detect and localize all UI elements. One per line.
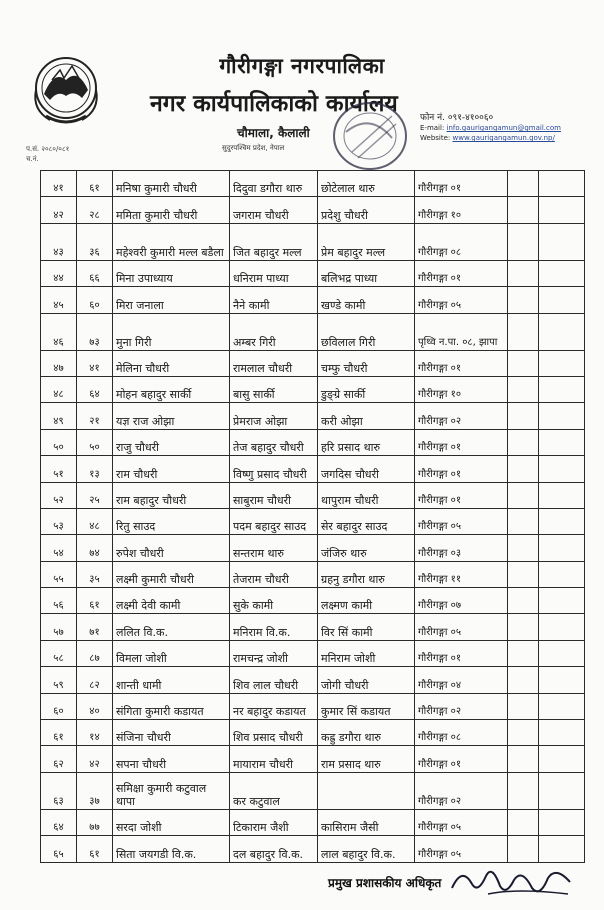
empty-cell xyxy=(508,746,539,772)
reference-number: प.सं. २०८०/०८१ xyxy=(26,145,70,153)
father-name-cell: मनिराम वि.क. xyxy=(230,614,318,640)
address-cell: गौरीगङ्गा ०२ xyxy=(415,403,508,429)
empty-cell xyxy=(539,720,585,746)
candidate-name-cell: सरदा जोशी xyxy=(113,809,230,835)
address-cell: गौरीगङ्गा ११ xyxy=(415,561,508,587)
empty-cell xyxy=(508,561,539,587)
serial-number-cell: ५९ xyxy=(41,667,77,693)
serial-number-cell: ६३ xyxy=(41,772,77,809)
empty-cell xyxy=(539,561,585,587)
empty-cell xyxy=(508,614,539,640)
table-row xyxy=(41,456,585,482)
roll-number-cell: ४१ xyxy=(77,350,113,376)
address-cell: गौरीगङ्गा ०५ xyxy=(415,508,508,534)
father-name-cell: तेजराम चौधरी xyxy=(230,561,318,587)
table-row xyxy=(41,535,585,561)
signatory-title: प्रमुख प्रशासकीय अधिकृत xyxy=(328,876,442,890)
roll-number-cell: २१ xyxy=(77,403,113,429)
roll-number-cell: १३ xyxy=(77,456,113,482)
grandfather-name-cell: प्रेम बहादुर मल्ल xyxy=(318,223,415,260)
address-cell: गौरीगङ्गा ०५ xyxy=(415,809,508,835)
empty-cell xyxy=(508,482,539,508)
handwritten-signature xyxy=(448,858,578,902)
address-cell: गौरीगङ्गा ०१ xyxy=(415,456,508,482)
office-seal-stamp xyxy=(322,92,418,182)
grandfather-name-cell: विर सिं कामी xyxy=(318,614,415,640)
empty-cell xyxy=(539,287,585,313)
table-row xyxy=(41,809,585,835)
roll-number-cell: ६६ xyxy=(77,260,113,286)
candidate-name-cell: रुपेश चौधरी xyxy=(113,535,230,561)
email-label: E-mail xyxy=(420,124,442,132)
empty-cell xyxy=(539,456,585,482)
empty-cell xyxy=(508,429,539,455)
grandfather-name-cell: डुङ्ग्रे सार्की xyxy=(318,376,415,402)
address-cell: गौरीगङ्गा ०५ xyxy=(415,287,508,313)
empty-cell xyxy=(539,260,585,286)
table-row xyxy=(41,429,585,455)
roll-number-cell: ३५ xyxy=(77,561,113,587)
candidate-name-cell: मनिषा कुमारी चौधरी xyxy=(113,171,230,197)
father-name-cell: अम्बर गिरी xyxy=(230,313,318,350)
grandfather-name-cell xyxy=(318,772,415,809)
office-place: चौमाला, कैलाली xyxy=(237,126,310,140)
table-row xyxy=(41,561,585,587)
serial-number-cell: ४२ xyxy=(41,197,77,223)
serial-number-cell: ४७ xyxy=(41,350,77,376)
email-link[interactable]: info.gaurigangamun@gmail.com xyxy=(446,124,561,132)
candidate-table xyxy=(40,170,585,863)
empty-cell xyxy=(508,456,539,482)
candidate-name-cell: ममिता कुमारी चौधरी xyxy=(113,197,230,223)
grandfather-name-cell: लक्ष्मण कामी xyxy=(318,588,415,614)
website-label: Website xyxy=(420,134,448,142)
address-cell: गौरीगङ्गा ०१ xyxy=(415,350,508,376)
serial-number-cell: ५६ xyxy=(41,588,77,614)
table-row xyxy=(41,403,585,429)
serial-number-cell: ४४ xyxy=(41,260,77,286)
roll-number-cell: ६१ xyxy=(77,836,113,862)
candidate-name-cell: मोहन बहादुर सार्की xyxy=(113,376,230,402)
empty-cell xyxy=(539,171,585,197)
serial-number-cell: ५३ xyxy=(41,508,77,534)
serial-number-cell: ५५ xyxy=(41,561,77,587)
grandfather-name-cell: खण्डे कामी xyxy=(318,287,415,313)
candidate-name-cell: यज्ञ राज ओझा xyxy=(113,403,230,429)
address-cell: गौरीगङ्गा ०८ xyxy=(415,223,508,260)
address-cell: गौरीगङ्गा ०१ xyxy=(415,171,508,197)
father-name-cell: शिव लाल चौधरी xyxy=(230,667,318,693)
candidate-name-cell: मिरा जनाला xyxy=(113,287,230,313)
address-cell: गौरीगङ्गा ०१ xyxy=(415,260,508,286)
address-cell: गौरीगङ्गा १० xyxy=(415,197,508,223)
empty-cell xyxy=(539,223,585,260)
serial-number-cell: ४६ xyxy=(41,313,77,350)
website-link[interactable]: www.gaurigangamun.gov.np/ xyxy=(452,134,555,142)
table-row xyxy=(41,772,585,809)
father-name-cell: कर कटुवाल xyxy=(230,772,318,809)
grandfather-name-cell: मनिराम जोशी xyxy=(318,640,415,666)
table-row xyxy=(41,508,585,534)
empty-cell xyxy=(508,693,539,719)
phone-number: ०९१-४१००६० xyxy=(447,113,494,123)
empty-cell xyxy=(539,693,585,719)
address-cell: गौरीगङ्गा ०१ xyxy=(415,429,508,455)
address-cell: गौरीगङ्गा ०५ xyxy=(415,836,508,862)
empty-cell xyxy=(539,197,585,223)
roll-number-cell: ७१ xyxy=(77,614,113,640)
candidate-name-cell: लक्ष्मी कुमारी चौधरी xyxy=(113,561,230,587)
father-name-cell: रामचन्द्र जोशी xyxy=(230,640,318,666)
serial-number-cell: ५१ xyxy=(41,456,77,482)
grandfather-name-cell: ग्रहनु डगौरा थारु xyxy=(318,561,415,587)
empty-cell xyxy=(508,376,539,402)
serial-number-cell: ६१ xyxy=(41,720,77,746)
roll-number-cell: ४० xyxy=(77,693,113,719)
table-row xyxy=(41,614,585,640)
grandfather-name-cell: जोगी चौधरी xyxy=(318,667,415,693)
address-cell: गौरीगङ्गा ०८ xyxy=(415,720,508,746)
address-cell: गौरीगङ्गा ०७ xyxy=(415,588,508,614)
serial-number-cell: ६० xyxy=(41,693,77,719)
empty-cell xyxy=(539,588,585,614)
address-cell: गौरीगङ्गा ०३ xyxy=(415,535,508,561)
empty-cell xyxy=(508,287,539,313)
roll-number-cell: ५० xyxy=(77,429,113,455)
father-name-cell: दिदुवा डगौरा थारु xyxy=(230,171,318,197)
father-name-cell: जगराम चौधरी xyxy=(230,197,318,223)
table-row xyxy=(41,640,585,666)
father-name-cell: रामलाल चौधरी xyxy=(230,350,318,376)
address-cell: गौरीगङ्गा ०२ xyxy=(415,772,508,809)
grandfather-name-cell: करी ओझा xyxy=(318,403,415,429)
candidate-name-cell: सपना चौधरी xyxy=(113,746,230,772)
grandfather-name-cell: थापुराम चौधरी xyxy=(318,482,415,508)
grandfather-name-cell: राम प्रसाद थारु xyxy=(318,746,415,772)
grandfather-name-cell: छविलाल गिरी xyxy=(318,313,415,350)
father-name-cell: पदम बहादुर साउद xyxy=(230,508,318,534)
candidate-name-cell: विमला जोशी xyxy=(113,640,230,666)
empty-cell xyxy=(508,171,539,197)
table-row xyxy=(41,197,585,223)
roll-number-cell: ३६ xyxy=(77,223,113,260)
serial-number-cell: ६२ xyxy=(41,746,77,772)
roll-number-cell: ६१ xyxy=(77,171,113,197)
table-row xyxy=(41,376,585,402)
table-row xyxy=(41,746,585,772)
empty-cell xyxy=(508,223,539,260)
father-name-cell: टिकाराम जैशी xyxy=(230,809,318,835)
table-row xyxy=(41,693,585,719)
grandfather-name-cell: प्रदेशु चौधरी xyxy=(318,197,415,223)
empty-cell xyxy=(508,508,539,534)
empty-cell xyxy=(539,482,585,508)
address-cell: गौरीगङ्गा ०१ xyxy=(415,746,508,772)
candidate-name-cell: लक्ष्मी देवी कामी xyxy=(113,588,230,614)
father-name-cell: नर बहादुर कडायत xyxy=(230,693,318,719)
father-name-cell: जित बहादुर मल्ल xyxy=(230,223,318,260)
grandfather-name-cell: हरि प्रसाद थारु xyxy=(318,429,415,455)
roll-number-cell: ६० xyxy=(77,287,113,313)
father-name-cell: धनिराम पाध्या xyxy=(230,260,318,286)
table-row xyxy=(41,171,585,197)
candidate-name-cell: महेश्वरी कुमारी मल्ल बडैला xyxy=(113,223,230,260)
empty-cell xyxy=(508,640,539,666)
empty-cell xyxy=(508,313,539,350)
serial-number-cell: ४१ xyxy=(41,171,77,197)
roll-number-cell: २८ xyxy=(77,197,113,223)
father-name-cell: प्रेमराज ओझा xyxy=(230,403,318,429)
empty-cell xyxy=(508,260,539,286)
empty-cell xyxy=(539,614,585,640)
serial-number-cell: ५८ xyxy=(41,640,77,666)
table-row xyxy=(41,350,585,376)
roll-number-cell: २५ xyxy=(77,482,113,508)
roll-number-cell: ७४ xyxy=(77,535,113,561)
serial-number-cell: ४३ xyxy=(41,223,77,260)
empty-cell xyxy=(508,809,539,835)
father-name-cell: बासु सार्की xyxy=(230,376,318,402)
father-name-cell: विष्णु प्रसाद चौधरी xyxy=(230,456,318,482)
table-row xyxy=(41,720,585,746)
candidate-name-cell: राजु चौधरी xyxy=(113,429,230,455)
candidate-name-cell: समिक्षा कुमारी कटुवाल थापा xyxy=(113,772,230,809)
grandfather-name-cell: कह्रु डगौरा थारु xyxy=(318,720,415,746)
roll-number-cell: ७३ xyxy=(77,313,113,350)
candidate-name-cell: शान्ती धामी xyxy=(113,667,230,693)
serial-number-cell: ४८ xyxy=(41,376,77,402)
roll-number-cell: ४२ xyxy=(77,746,113,772)
candidate-name-cell: संजिना चौधरी xyxy=(113,720,230,746)
empty-cell xyxy=(508,588,539,614)
father-name-cell: मायाराम चौधरी xyxy=(230,746,318,772)
grandfather-name-cell: चम्फु चौधरी xyxy=(318,350,415,376)
grandfather-name-cell: जगदिस चौधरी xyxy=(318,456,415,482)
empty-cell xyxy=(508,772,539,809)
address-cell: गौरीगङ्गा ०१ xyxy=(415,482,508,508)
candidate-name-cell: मेलिना चौधरी xyxy=(113,350,230,376)
roll-number-cell: ६१ xyxy=(77,588,113,614)
grandfather-name-cell: जंजिरु थारु xyxy=(318,535,415,561)
empty-cell xyxy=(508,720,539,746)
phone-label: फोन नं. xyxy=(420,113,445,123)
candidate-name-cell: सिता जयगडी वि.क. xyxy=(113,836,230,862)
father-name-cell: नैने कामी xyxy=(230,287,318,313)
empty-cell xyxy=(539,640,585,666)
address-cell: गौरीगङ्गा १० xyxy=(415,376,508,402)
grandfather-name-cell: सेर बहादुर साउद xyxy=(318,508,415,534)
roll-number-cell: ७७ xyxy=(77,809,113,835)
address-cell: पृथ्वि न.पा. ०८, झापा xyxy=(415,313,508,350)
candidate-name-cell: राम बहादुर चौधरी xyxy=(113,482,230,508)
father-name-cell: दल बहादुर वि.क. xyxy=(230,836,318,862)
empty-cell xyxy=(539,535,585,561)
candidate-name-cell: मिना उपाध्याय xyxy=(113,260,230,286)
empty-cell xyxy=(508,350,539,376)
table-row xyxy=(41,482,585,508)
father-name-cell: सुके कामी xyxy=(230,588,318,614)
candidate-name-cell: रितु साउद xyxy=(113,508,230,534)
serial-number-cell: ५४ xyxy=(41,535,77,561)
serial-number-cell: ४९ xyxy=(41,403,77,429)
contact-block: फोन नं. ०९१-४१००६० E-mail: info.gaurigangamun@gmail.com Website: www.gaurigangamun.gov.np/ xyxy=(420,113,561,142)
father-name-cell: तेज बहादुर चौधरी xyxy=(230,429,318,455)
roll-number-cell: ३७ xyxy=(77,772,113,809)
father-name-cell: शिव प्रसाद चौधरी xyxy=(230,720,318,746)
father-name-cell: सन्तराम थारु xyxy=(230,535,318,561)
candidate-name-cell: ललित वि.क. xyxy=(113,614,230,640)
municipality-title: गौरीगङ्गा नगरपालिका xyxy=(219,53,385,78)
table-row xyxy=(41,667,585,693)
grandfather-name-cell: छोटेलाल थारु xyxy=(318,171,415,197)
dispatch-number: च.नं. xyxy=(26,155,39,163)
empty-cell xyxy=(539,667,585,693)
address-cell: गौरीगङ्गा ०५ xyxy=(415,614,508,640)
grandfather-name-cell: कुमार सिं कडायत xyxy=(318,693,415,719)
empty-cell xyxy=(508,535,539,561)
table-row xyxy=(41,287,585,313)
grandfather-name-cell: बलिभद्र पाध्या xyxy=(318,260,415,286)
grandfather-name-cell: कासिराम जैसी xyxy=(318,809,415,835)
roll-number-cell: १४ xyxy=(77,720,113,746)
table-row xyxy=(41,588,585,614)
table-row xyxy=(41,313,585,350)
serial-number-cell: ६४ xyxy=(41,809,77,835)
roll-number-cell: ६४ xyxy=(77,376,113,402)
candidate-name-cell: मुना गिरी xyxy=(113,313,230,350)
grandfather-name-cell: लाल बहादुर वि.क. xyxy=(318,836,415,862)
empty-cell xyxy=(539,403,585,429)
empty-cell xyxy=(539,809,585,835)
empty-cell xyxy=(508,403,539,429)
candidate-name-cell: राम चौधरी xyxy=(113,456,230,482)
empty-cell xyxy=(539,313,585,350)
father-name-cell: साबुराम चौधरी xyxy=(230,482,318,508)
serial-number-cell: ४५ xyxy=(41,287,77,313)
serial-number-cell: ५० xyxy=(41,429,77,455)
serial-number-cell: ५७ xyxy=(41,614,77,640)
empty-cell xyxy=(539,429,585,455)
empty-cell xyxy=(539,376,585,402)
empty-cell xyxy=(539,350,585,376)
empty-cell xyxy=(508,197,539,223)
address-cell: गौरीगङ्गा ०१ xyxy=(415,640,508,666)
serial-number-cell: ६५ xyxy=(41,836,77,862)
reference-block xyxy=(26,144,69,164)
roll-number-cell: ८२ xyxy=(77,667,113,693)
empty-cell xyxy=(539,772,585,809)
empty-cell xyxy=(539,746,585,772)
address-cell: गौरीगङ्गा ०४ xyxy=(415,667,508,693)
table-row xyxy=(41,260,585,286)
province-line: सुदुरपश्चिम प्रदेश, नेपाल xyxy=(222,144,285,152)
empty-cell xyxy=(539,508,585,534)
serial-number-cell: ५२ xyxy=(41,482,77,508)
roll-number-cell: ८७ xyxy=(77,640,113,666)
roll-number-cell: ४८ xyxy=(77,508,113,534)
table-row xyxy=(41,223,585,260)
empty-cell xyxy=(508,667,539,693)
office-title: नगर कार्यपालिकाको कार्यालय xyxy=(150,90,398,117)
candidate-name-cell: संगिता कुमारी कडायत xyxy=(113,693,230,719)
address-cell: गौरीगङ्गा ०२ xyxy=(415,693,508,719)
